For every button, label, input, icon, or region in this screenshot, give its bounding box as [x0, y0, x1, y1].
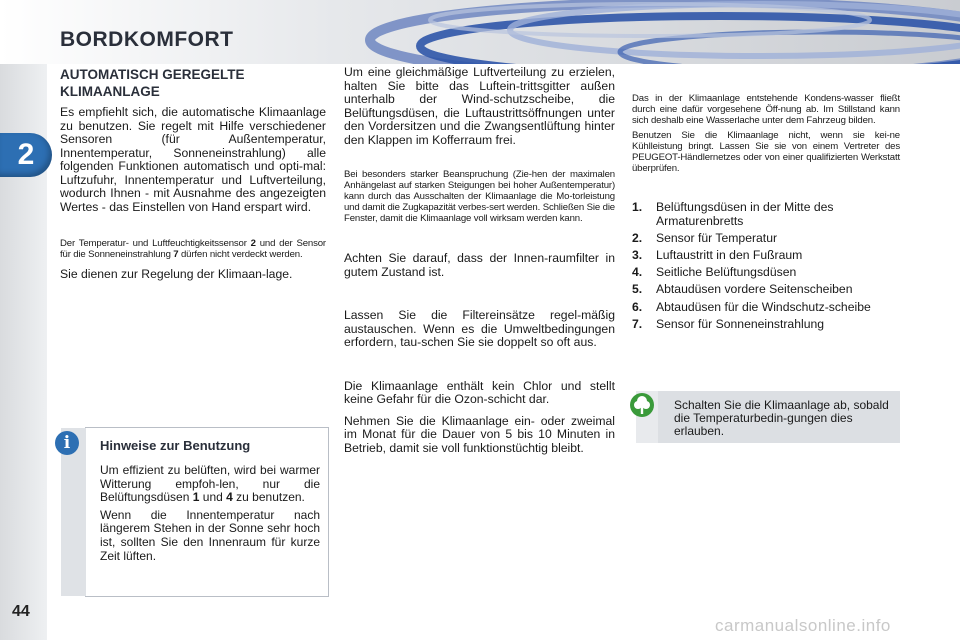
info-icon: i	[55, 431, 79, 455]
column-1	[60, 66, 326, 282]
legend-number: 1.	[632, 200, 643, 214]
legend-text: Sensor für Temperatur	[656, 230, 778, 245]
info-box-title: Hinweise zur Benutzung	[100, 438, 251, 453]
info-box-text: Um effizient zu belüften, wird bei warmer Witterung empfoh-len, nur die Belüftungsdüsen 1 und 4 zu benutzen. Wenn die Innentemperatur nach längerem Stehen in der Sonne sehr hoch ist, sollten Sie den Innenraum für kurze Zeit lüften.	[100, 463, 320, 563]
usage-hints-box	[63, 427, 329, 597]
legend-number: 4.	[632, 265, 643, 280]
page-title: BORDKOMFORT	[60, 28, 234, 51]
legend-text: Seitliche Belüftungsdüsen	[656, 265, 797, 280]
sensor-paragraph: Sie dienen zur Regelung der Klimaan-lage.	[60, 267, 293, 281]
legend-text: Abtaudüsen vordere Seitenscheiben	[656, 282, 853, 297]
legend-text: Abtaudüsen für die Windschutz-scheibe	[656, 299, 871, 314]
monthly-use-paragraph: Nehmen Sie die Klimaanlage ein- oder zweimal im Monat für die Dauer von 5 bis 10 Minuten in Betrieb, damit sie voll funktionstüchtig bleibt.	[344, 413, 615, 455]
legend-number: 7.	[632, 316, 643, 331]
legend-number: 3.	[632, 247, 643, 262]
legend-number: 2.	[632, 230, 643, 245]
service-note: Benutzen Sie die Klimaanlage nicht, wenn sie kei-ne Kühlleistung bringt. Lassen Sie sie von einem Vertreter des PEUGEOT-Händlernetzes oder von einer qualifizierten Werkstatt überprüfen.	[632, 130, 900, 174]
legend-text: Luftaustritt in den Fußraum	[656, 247, 803, 262]
page-number: 44	[12, 603, 30, 620]
chapter-tab: 2	[0, 133, 52, 177]
column-3	[632, 93, 900, 174]
intro-paragraph: Es empfiehlt sich, die automatische Klimaanlage zu benutzen. Sie regelt mit Hilfe verschiedener Sensoren (für Außentemperatur, Innentemperatur, Sonneneinstrahlung) alle folgenden Funktionen automatisch und opti-mal: Luftzufuhr, Innentemperatur und Luftverteilung, wodurch Ihnen - mit Ausnahme des angezeigten Wertes - das Einstellen von Hand erspart wird.	[60, 105, 326, 214]
legend-item	[632, 318, 902, 332]
watermark: carmanualsonline.info	[715, 616, 891, 635]
filter-replace-paragraph: Lassen Sie die Filtereinsätze regel-mäßig austauschen. Wenn es die Umweltbedingungen erfordern, tau-schen Sie sie doppelt so oft aus.	[344, 308, 615, 349]
legend-item	[632, 283, 902, 297]
legend-item	[632, 249, 902, 263]
air-distribution-paragraph: Um eine gleichmäßige Luftverteilung zu erzielen, halten Sie bitte das Luftein-trittsgitter außen unterhalb der Wind-schutzscheibe, die Belüftungsdüsen, die Luftaustrittsöffnungen unter den Vordersitzen und die Zwangsentlüftung hinter den Klappen im Kofferraum frei.	[344, 65, 615, 147]
chlorine-paragraph: Die Klimaanlage enthält kein Chlor und stellt keine Gefahr für die Ozon-schicht dar.	[344, 378, 615, 406]
filter-paragraph: Achten Sie darauf, dass der Innen-raumfilter in gutem Zustand ist.	[344, 251, 615, 279]
tree-icon	[630, 393, 654, 417]
condensation-note: Das in der Klimaanlage entstehende Kondens-wasser fließt durch eine dafür vorgesehene Öff-nung ab. Im Stillstand kann sich deshalb eine Wasserlache unter dem Fahrzeug bilden.	[632, 93, 900, 126]
eco-tip-text: Schalten Sie die Klimaanlage ab, sobald die Temperaturbedin-gungen dies erlauben.	[674, 398, 889, 438]
legend-text: Belüftungsdüsen in der Mitte des Armaturenbretts	[656, 200, 834, 228]
eco-tip-box	[658, 391, 900, 443]
component-legend	[632, 201, 902, 335]
section-heading: AUTOMATISCH GEREGELTE KLIMAANLAGE	[60, 67, 245, 99]
column-2	[344, 66, 615, 455]
legend-item	[632, 232, 902, 246]
sensor-note: Der Temperatur- und Luftfeuchtigkeitssensor 2 und der Sensor für die Sonneneinstrahlung 7 dürfen nicht verdeckt werden.	[60, 238, 326, 260]
legend-item	[632, 201, 902, 228]
legend-number: 5.	[632, 282, 643, 297]
legend-text: Sensor für Sonneneinstrahlung	[656, 316, 825, 331]
legend-item	[632, 301, 902, 315]
legend-item	[632, 266, 902, 280]
legend-number: 6.	[632, 299, 643, 314]
heavy-load-note: Bei besonders starker Beanspruchung (Zie-hen der maximalen Anhängelast auf starken Steigungen bei hoher Außentemperatur) kann durch das Ausschalten der Klimaanlage die Mo-torleistung und damit die Zugkapazität verbes-sert werden. Schließen Sie die Fenster, damit die Klimaanlage voll wirksam werden kann.	[344, 169, 615, 224]
